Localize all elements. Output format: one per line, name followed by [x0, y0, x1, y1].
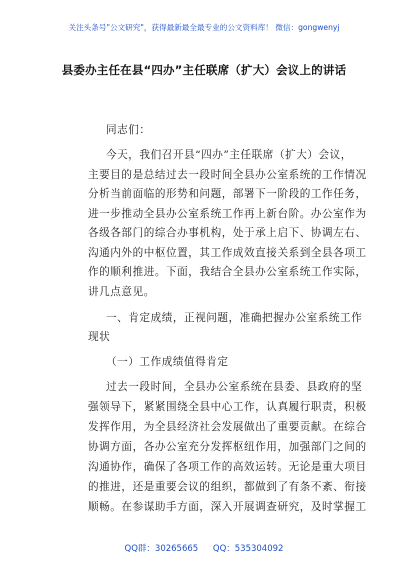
body-line: 强领导下，紧紧围绕全县中心工作，认真履行职责，积极: [88, 401, 367, 413]
body-line: 沟通内外的中枢位置，其工作成效直接关系到全县各项工: [88, 247, 367, 259]
body-line: 各级各部门的综合办事机构，处于承上启下、协调左右、: [88, 227, 367, 239]
footer: [0, 542, 408, 554]
footer-qq: QQ：535304092: [212, 544, 284, 554]
salutation: 同志们：: [106, 124, 151, 136]
subsection-heading: （一）工作成绩值得肯定: [106, 356, 229, 368]
body-line: 主要目的是总结过去一段时间全县办公室系统的工作情况: [88, 169, 367, 181]
section-heading: 一、肯定成绩，正视问题，准确把握办公室系统工作: [106, 312, 363, 324]
body-line: 协调方面，各办公室充分发挥枢纽作用，加强部门之间的: [88, 441, 367, 453]
body-line: 今天，我们召开县“四办”主任联席（扩大）会议，: [106, 149, 352, 161]
footer-qq-group: QQ群：30265665: [124, 544, 199, 554]
body-line: 讲几点意见。: [88, 286, 155, 298]
body-line: 的推进，还是重要会议的组织，都做到了有条不紊、衔接: [88, 481, 367, 493]
body-line: 进一步推动全县办公室系统工作再上新台阶。办公室作为: [88, 208, 367, 220]
body-line: 作的顺利推进。下面，我结合全县办公室系统工作实际，: [88, 266, 367, 278]
body-line: 沟通协作，确保了各项工作的高效运转。无论是重大项目: [88, 461, 367, 473]
body-line: 分析当前面临的形势和问题，部署下一阶段的工作任务，: [88, 188, 367, 200]
body-line: 发挥作用，为全县经济社会发展做出了重要贡献。在综合: [88, 421, 367, 433]
header-banner: 关注头条号"公文研究"，获得最新最全最专业的公文资料库！ 微信：gongwenyj: [68, 23, 340, 32]
body-line: 顺畅。在参谋助手方面，深入开展调查研究，及时掌握工: [88, 501, 367, 513]
body-line: 过去一段时间，全县办公室系统在县委、县政府的坚: [106, 381, 363, 393]
section-heading: 现状: [88, 331, 111, 343]
document-title: 县委办主任在县“四办”主任联席（扩大）会议上的讲话: [61, 63, 347, 77]
